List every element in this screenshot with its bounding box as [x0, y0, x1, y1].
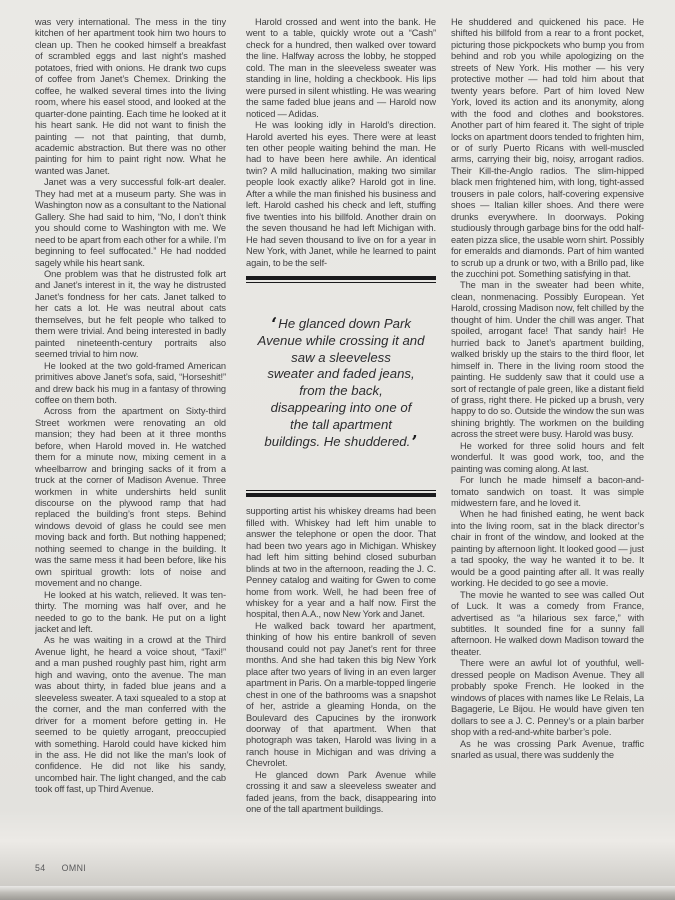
rule-thick	[246, 493, 436, 497]
pull-quote-line: the tall apartment	[290, 416, 392, 432]
scotch-rule-bottom	[246, 490, 436, 497]
body-paragraph: As he was waiting in a crowd at the Third Avenue light, he heard a voice shout, “Taxi!” and a man pushed roughly past him, right arm high and waving, onto the avenue. The man was about thirty, in faded blue jeans and a sleeveless sweater. A taxi squealed to a stop at the corner, and the man conferred with the driver for a moment before getting in. He seemed to be quietly arrogant, preoccupied with something. Harold could have kicked him in the ass. He did not like the man’s look of confidence. He did not like his sandy, uncombed hair. The light changed, and the cab took off fast, up Third Avenue.	[35, 635, 226, 795]
pull-quote-line: ‘He glanced down Park	[271, 313, 411, 335]
body-paragraph: He looked at the two gold-framed American primitives above Janet’s sofa, said, “Horseshit!” and drew back his mug in a fantasy of throwing coffee on them both.	[35, 360, 226, 405]
pull-quote	[246, 283, 436, 490]
body-paragraph: There were an awful lot of youthful, well-dressed people on Madison Avenue. They all probably spoke French. He looked in the windows of places with names like Le Relais, La Bagagerie, Le Bijou. He would have given ten dollars to see a J. C. Penney’s or a plain barber shop with a red-and-white barber’s pole.	[451, 658, 644, 738]
pull-quote-line: buildings. He shuddered.’	[264, 431, 418, 453]
pull-quote-line: from the back,	[299, 383, 383, 399]
text-column-1	[35, 17, 226, 869]
page-footer	[35, 863, 86, 873]
close-quote-icon: ’	[411, 431, 418, 453]
pull-quote-line: sweater and faded jeans,	[267, 366, 415, 382]
body-paragraph: He was looking idly in Harold’s direction. Harold averted his eyes. There were at least ten other people waiting behind the man. He had to have been here awhile. An identical twin? A mild hallucination, making two similar people look exactly alike? Harold got in line. After a while the man finished his business and left. Harold cashed his check and left, stuffing five twenties into his billfold. Another drain on the seven thousand he had left Michigan with. He had seven thousand to live on for a year in New York, with Janet, while he learned to paint again, to be the self-	[246, 120, 436, 268]
rule-thick	[246, 276, 436, 280]
pull-quote-line: saw a sleeveless	[291, 349, 391, 365]
body-paragraph: For lunch he made himself a bacon-and-tomato sandwich on toast. It was simple midwestern fare, and he loved it.	[451, 475, 644, 509]
pull-quote-line: disappearing into one of	[270, 399, 412, 415]
body-paragraph: The movie he wanted to see was called Out of Luck. It was a comedy from France, advertised as “a hilarious sex farce,” with subtitles. It sounded fine for a sunny fall afternoon. He walked down Madison toward the theater.	[451, 589, 644, 657]
body-paragraph: He worked for three solid hours and felt wonderful. It was good work, too, and the painting was coming along. At last.	[451, 440, 644, 474]
rule-thin	[246, 490, 436, 491]
body-paragraph: Harold crossed and went into the bank. He went to a table, quickly wrote out a “Cash” check for a hundred, then walked over toward the line. Halfway across the lobby, he stopped cold. The man in the sleeveless sweater was standing in line, holding a checkbook. His lips were pursed in silent whistling. He was wearing the same faded blue jeans and — Harold now noticed — Adidas.	[246, 17, 436, 119]
body-paragraph: He looked at his watch, relieved. It was ten-thirty. The morning was half over, and he needed to go to the bank. He put on a light jacket and left.	[35, 589, 226, 635]
body-paragraph: As he was crossing Park Avenue, traffic snarled as usual, there was suddenly the	[451, 738, 644, 760]
body-paragraph: Across from the apartment on Sixty-third Street workmen were renovating an old mansion; they had been at it three months before, when Harold moved in. He watched them for a minute now, mixing cement in a wheelbarrow and bringing sacks of it from a truck at the corner of Madison Avenue. Three workmen in white undershirts held sunlit discourse on the plywood ramp that had replaced the building’s front steps. Behind windows devoid of glass he could see men moving back and forth. But nothing happened; nothing seemed to change in the building. It was the same mess it had been before, like his own spiritual growth: lots of noise and movement and no change.	[35, 406, 226, 589]
body-paragraph: was very international. The mess in the tiny kitchen of her apartment took him two hours to clean up. Then he cooked himself a breakfast of scrambled eggs and last night’s mashed potatoes, fried with onions. He drank two cups of coffee from Janet’s Chemex. Drinking the coffee, he walked several times into the living room, where his easel stood, and looked at the quarter-done painting. Each time he looked at it his heart sank. He did not want to finish the painting — not that painting, that dumb, academic abstraction. But there was no other painting for him to paint right now. What he wanted was Janet.	[35, 17, 226, 176]
body-paragraph: One problem was that he distrusted folk art and Janet’s interest in it, the way he distrusted Janet’s fondness for her cats. Janet talked to her cats a lot. He was neutral about cats themselves, but he felt people who talked to them were trivial. And being interested in badly painted nineteenth-century portraits also seemed trivial to him now.	[35, 268, 226, 360]
open-quote-icon: ‘	[271, 313, 278, 335]
pull-quote-line: Avenue while crossing it and	[257, 332, 425, 348]
body-paragraph: supporting artist his whiskey dreams had been filled with. Whiskey had left him unable to answer the telephone or open the door. That had been two years ago in Michigan. Whiskey had left him sitting behind closed suburban blinds at two in the afternoon, reading the J. C. Penney catalog and waiting for Gwen to come home from work. Well, he had been free of whiskey for a year and a half now. First the hospital, then A.A., now New York and Janet.	[246, 506, 436, 620]
body-paragraph: Janet was a very successful folk-art dealer. They had met at a museum party. She was in Washington now as a consultant to the National Gallery. She had said to him, “No, I don’t think you should come to Washington with me. We need to be apart from each other for a while. I’m beginning to feel suffocated.” He had nodded sagely while his heart sank.	[35, 177, 226, 268]
scotch-rule-top	[246, 276, 436, 283]
text-column-3	[451, 17, 644, 869]
body-paragraph: He glanced down Park Avenue while crossing it and saw a sleeveless sweater and faded jeans, from the back, disappearing into one of the tall apartment buildings.	[246, 769, 436, 815]
page-number: 54	[35, 863, 46, 873]
text-column-2	[246, 17, 436, 869]
body-paragraph: The man in the sweater had been white, clean, nonmenacing. Possibly European. Yet Harold, crossing Madison now, felt chilled by the thought of him. Under the chill was anger. That spoiled, arrogant face! That sandy hair! He hurried back to Janet’s apartment building, walked briskly up the stairs to the third floor, let himself in. There in the living room stood the painting. He suddenly saw that it could use a sort of rectangle of pale green, like a distant field of grass, right there. He picked up a brush, very happy to do so. Outside the window the sun was shining brightly. The workmen on the building across the street were busy. Harold was busy.	[451, 280, 644, 440]
magazine-name: OMNI	[61, 863, 87, 873]
pull-quote-block	[246, 276, 436, 497]
body-paragraph: When he had finished eating, he went back into the living room, sat in the black director’s chair in front of the window, and looked at the painting by afternoon light. It looked good — just a tad spooky, the way he wanted it to be. It would be a good painting after all. It was really working. He decided to go see a movie.	[451, 509, 644, 589]
body-paragraph: He shuddered and quickened his pace. He shifted his billfold from a rear to a front pocket, picturing those pickpockets who bump you from behind and rob you while apologizing on the streets of New York. His mother — his very protective mother — had told him about that twenty years before. Part of him loved New York, loved its action and its anonymity, along with the food and clothes and bookstores. Another part of him feared it. The sight of triple locks on apartment doors tended to frighten him, or of surly Puerto Ricans with well-muscled arms, carrying their big, noisy, arrogant radios. Their Kill-the-Anglo radios. The slim-hipped black men frightened him, with long, tight-assed trousers in pale colors, half-covering expensive shoes — Italian killer shoes. And there were drunks everywhere. In doorways. Poking studiously through garbage bins for the odd half-eaten pizza slice, the usable worn shirt. Possibly for emeralds and diamonds. Part of him wanted to scrub up a drunk or two, with a Brillo pad, like the zucchini pot. Something satisfying in that.	[451, 17, 644, 279]
page-bottom-edge	[0, 886, 675, 900]
body-paragraph: He walked back toward her apartment, thinking of how his entire bankroll of seven thousand could not pay Janet’s rent for three months. And she had taken this big New York place after two years of living in an even larger apartment in Paris. On a marble-topped lingerie chest in one of the bathrooms was a snapshot of her, astride a gleaming Honda, on the Boulevard des Capucines by the ironwork doorway of that apartment. When that photograph was taken, Harold was living in a ranch house in Michigan and was driving a Chevrolet.	[246, 620, 436, 769]
